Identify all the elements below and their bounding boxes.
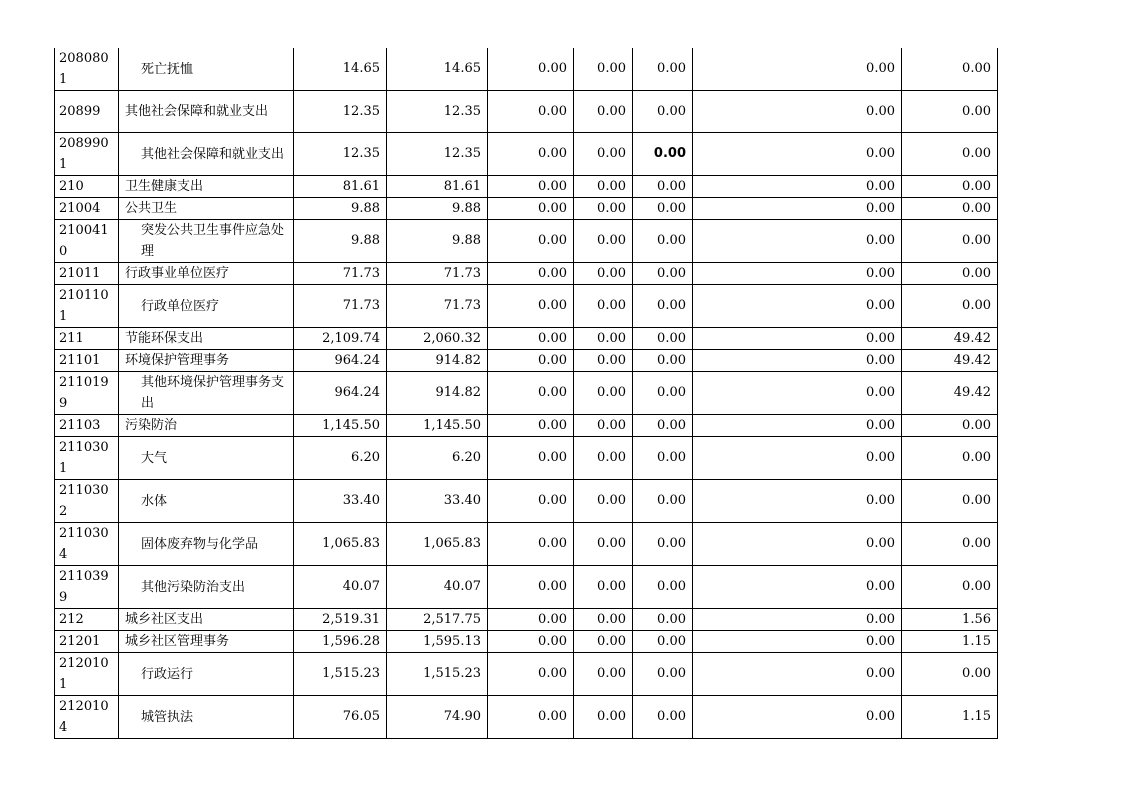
- amount-cell: 2,060.32: [387, 328, 488, 350]
- amount-cell: 81.61: [294, 176, 387, 198]
- amount-cell: 6.20: [387, 437, 488, 480]
- table-row: [55, 48, 998, 91]
- amount-cell: 0.00: [574, 415, 633, 437]
- amount-cell: 0.00: [693, 372, 902, 415]
- amount-cell: 0.00: [633, 263, 693, 285]
- amount-cell: 0.00: [633, 696, 693, 739]
- table-row: [55, 415, 998, 437]
- amount-cell: 0.00: [633, 133, 693, 176]
- subject-name-cell: 固体废弃物与化学品: [119, 523, 294, 566]
- table-row: [55, 437, 998, 480]
- subject-code-cell: 2120104: [55, 696, 119, 739]
- subject-name-cell: 环境保护管理事务: [119, 350, 294, 372]
- amount-cell: 0.00: [902, 220, 998, 263]
- amount-cell: 0.00: [693, 91, 902, 133]
- subject-name-cell: 其他污染防治支出: [119, 566, 294, 609]
- subject-name-cell: 其他社会保障和就业支出: [119, 91, 294, 133]
- amount-cell: 0.00: [633, 609, 693, 631]
- table-row: [55, 696, 998, 739]
- table-row: [55, 480, 998, 523]
- amount-cell: 0.00: [693, 480, 902, 523]
- amount-cell: 0.00: [902, 176, 998, 198]
- subject-code-cell: 2110302: [55, 480, 119, 523]
- amount-cell: 0.00: [902, 91, 998, 133]
- amount-cell: 71.73: [387, 263, 488, 285]
- amount-cell: 0.00: [633, 48, 693, 91]
- amount-cell: 0.00: [902, 133, 998, 176]
- amount-cell: 49.42: [902, 372, 998, 415]
- budget-expenditure-table: [54, 48, 998, 739]
- amount-cell: 0.00: [574, 285, 633, 328]
- amount-cell: 0.00: [633, 523, 693, 566]
- amount-cell: 0.00: [902, 285, 998, 328]
- amount-cell: 1,065.83: [387, 523, 488, 566]
- amount-cell: 0.00: [693, 133, 902, 176]
- subject-name-cell: 城管执法: [119, 696, 294, 739]
- table-row: [55, 263, 998, 285]
- amount-cell: 9.88: [294, 198, 387, 220]
- amount-cell: 0.00: [633, 480, 693, 523]
- amount-cell: 0.00: [488, 631, 574, 653]
- amount-cell: 71.73: [387, 285, 488, 328]
- table-row: [55, 350, 998, 372]
- subject-code-cell: 211: [55, 328, 119, 350]
- amount-cell: 0.00: [488, 328, 574, 350]
- amount-cell: 74.90: [387, 696, 488, 739]
- amount-cell: 0.00: [902, 437, 998, 480]
- amount-cell: 12.35: [294, 91, 387, 133]
- amount-cell: 0.00: [574, 263, 633, 285]
- amount-cell: 0.00: [488, 415, 574, 437]
- subject-code-cell: 2110301: [55, 437, 119, 480]
- amount-cell: 0.00: [902, 198, 998, 220]
- amount-cell: 0.00: [693, 696, 902, 739]
- amount-cell: 0.00: [488, 696, 574, 739]
- amount-cell: 12.35: [294, 133, 387, 176]
- subject-code-cell: 2110399: [55, 566, 119, 609]
- amount-cell: 0.00: [574, 523, 633, 566]
- amount-cell: 0.00: [633, 372, 693, 415]
- subject-code-cell: 2101101: [55, 285, 119, 328]
- amount-cell: 0.00: [574, 48, 633, 91]
- amount-cell: 0.00: [693, 566, 902, 609]
- amount-cell: 0.00: [488, 350, 574, 372]
- subject-name-cell: 其他社会保障和就业支出: [119, 133, 294, 176]
- subject-code-cell: 2089901: [55, 133, 119, 176]
- table-row: [55, 91, 998, 133]
- amount-cell: 12.35: [387, 91, 488, 133]
- amount-cell: 0.00: [488, 372, 574, 415]
- amount-cell: 964.24: [294, 350, 387, 372]
- table-row: [55, 198, 998, 220]
- amount-cell: 0.00: [633, 631, 693, 653]
- amount-cell: 0.00: [902, 263, 998, 285]
- amount-cell: 0.00: [574, 437, 633, 480]
- amount-cell: 0.00: [693, 220, 902, 263]
- amount-cell: 0.00: [693, 631, 902, 653]
- table-row: [55, 133, 998, 176]
- amount-cell: 0.00: [488, 566, 574, 609]
- amount-cell: 0.00: [488, 653, 574, 696]
- subject-name-cell: 突发公共卫生事件应急处理: [119, 220, 294, 263]
- table-row: [55, 523, 998, 566]
- amount-cell: 2,517.75: [387, 609, 488, 631]
- amount-cell: 0.00: [488, 48, 574, 91]
- table-row: [55, 372, 998, 415]
- amount-cell: 2,109.74: [294, 328, 387, 350]
- subject-name-cell: 死亡抚恤: [119, 48, 294, 91]
- subject-name-cell: 城乡社区管理事务: [119, 631, 294, 653]
- amount-cell: 0.00: [633, 220, 693, 263]
- amount-cell: 964.24: [294, 372, 387, 415]
- table-row: [55, 609, 998, 631]
- amount-cell: 14.65: [387, 48, 488, 91]
- amount-cell: 0.00: [693, 176, 902, 198]
- subject-name-cell: 行政运行: [119, 653, 294, 696]
- amount-cell: 9.88: [387, 220, 488, 263]
- amount-cell: 0.00: [633, 566, 693, 609]
- subject-name-cell: 行政事业单位医疗: [119, 263, 294, 285]
- table-row: [55, 328, 998, 350]
- amount-cell: 0.00: [574, 480, 633, 523]
- amount-cell: 0.00: [574, 631, 633, 653]
- amount-cell: 1,145.50: [294, 415, 387, 437]
- table-row: [55, 285, 998, 328]
- amount-cell: 0.00: [902, 523, 998, 566]
- amount-cell: 0.00: [574, 372, 633, 415]
- amount-cell: 0.00: [488, 220, 574, 263]
- table-row: [55, 631, 998, 653]
- amount-cell: 0.00: [693, 653, 902, 696]
- amount-cell: 0.00: [574, 220, 633, 263]
- amount-cell: 0.00: [693, 437, 902, 480]
- amount-cell: 76.05: [294, 696, 387, 739]
- amount-cell: 14.65: [294, 48, 387, 91]
- amount-cell: 0.00: [633, 350, 693, 372]
- amount-cell: 0.00: [633, 198, 693, 220]
- subject-code-cell: 2110304: [55, 523, 119, 566]
- amount-cell: 0.00: [633, 653, 693, 696]
- amount-cell: 2,519.31: [294, 609, 387, 631]
- amount-cell: 49.42: [902, 350, 998, 372]
- amount-cell: 914.82: [387, 350, 488, 372]
- amount-cell: 0.00: [488, 91, 574, 133]
- subject-name-cell: 大气: [119, 437, 294, 480]
- amount-cell: 0.00: [633, 328, 693, 350]
- subject-name-cell: 城乡社区支出: [119, 609, 294, 631]
- amount-cell: 40.07: [387, 566, 488, 609]
- table-row: [55, 653, 998, 696]
- amount-cell: 1,596.28: [294, 631, 387, 653]
- amount-cell: 0.00: [574, 566, 633, 609]
- amount-cell: 0.00: [574, 91, 633, 133]
- amount-cell: 1,595.13: [387, 631, 488, 653]
- amount-cell: 33.40: [294, 480, 387, 523]
- subject-code-cell: 2120101: [55, 653, 119, 696]
- amount-cell: 0.00: [574, 198, 633, 220]
- amount-cell: 1.15: [902, 631, 998, 653]
- amount-cell: 0.00: [488, 480, 574, 523]
- amount-cell: 71.73: [294, 263, 387, 285]
- amount-cell: 1.56: [902, 609, 998, 631]
- amount-cell: 0.00: [488, 263, 574, 285]
- amount-cell: 9.88: [387, 198, 488, 220]
- amount-cell: 49.42: [902, 328, 998, 350]
- amount-cell: 0.00: [574, 176, 633, 198]
- amount-cell: 6.20: [294, 437, 387, 480]
- amount-cell: 1,065.83: [294, 523, 387, 566]
- amount-cell: 0.00: [902, 653, 998, 696]
- subject-code-cell: 212: [55, 609, 119, 631]
- amount-cell: 1,515.23: [387, 653, 488, 696]
- amount-cell: 0.00: [488, 523, 574, 566]
- subject-code-cell: 210: [55, 176, 119, 198]
- subject-code-cell: 2100410: [55, 220, 119, 263]
- subject-name-cell: 行政单位医疗: [119, 285, 294, 328]
- table-row: [55, 176, 998, 198]
- amount-cell: 81.61: [387, 176, 488, 198]
- amount-cell: 0.00: [693, 609, 902, 631]
- amount-cell: 0.00: [574, 328, 633, 350]
- subject-code-cell: 21004: [55, 198, 119, 220]
- amount-cell: 0.00: [633, 285, 693, 328]
- amount-cell: 914.82: [387, 372, 488, 415]
- amount-cell: 0.00: [693, 328, 902, 350]
- amount-cell: 0.00: [693, 415, 902, 437]
- amount-cell: 0.00: [693, 48, 902, 91]
- amount-cell: 0.00: [693, 285, 902, 328]
- amount-cell: 0.00: [488, 285, 574, 328]
- table-row: [55, 220, 998, 263]
- amount-cell: 0.00: [633, 437, 693, 480]
- table-row: [55, 566, 998, 609]
- subject-name-cell: 节能环保支出: [119, 328, 294, 350]
- amount-cell: 0.00: [574, 350, 633, 372]
- amount-cell: 0.00: [488, 609, 574, 631]
- subject-code-cell: 20899: [55, 91, 119, 133]
- amount-cell: 0.00: [693, 263, 902, 285]
- amount-cell: 9.88: [294, 220, 387, 263]
- amount-cell: 40.07: [294, 566, 387, 609]
- subject-code-cell: 2110199: [55, 372, 119, 415]
- amount-cell: 0.00: [488, 198, 574, 220]
- amount-cell: 1,145.50: [387, 415, 488, 437]
- amount-cell: 1.15: [902, 696, 998, 739]
- amount-cell: 1,515.23: [294, 653, 387, 696]
- amount-cell: 0.00: [902, 566, 998, 609]
- subject-code-cell: 21103: [55, 415, 119, 437]
- amount-cell: 0.00: [633, 415, 693, 437]
- amount-cell: 0.00: [633, 176, 693, 198]
- amount-cell: 0.00: [574, 133, 633, 176]
- subject-name-cell: 公共卫生: [119, 198, 294, 220]
- amount-cell: 0.00: [574, 696, 633, 739]
- amount-cell: 0.00: [902, 415, 998, 437]
- amount-cell: 33.40: [387, 480, 488, 523]
- amount-cell: 0.00: [693, 350, 902, 372]
- amount-cell: 0.00: [902, 48, 998, 91]
- amount-cell: 0.00: [574, 653, 633, 696]
- subject-name-cell: 污染防治: [119, 415, 294, 437]
- amount-cell: 0.00: [693, 523, 902, 566]
- amount-cell: 0.00: [693, 198, 902, 220]
- amount-cell: 0.00: [574, 609, 633, 631]
- amount-cell: 71.73: [294, 285, 387, 328]
- subject-code-cell: 21011: [55, 263, 119, 285]
- amount-cell: 0.00: [633, 91, 693, 133]
- subject-name-cell: 水体: [119, 480, 294, 523]
- subject-code-cell: 21201: [55, 631, 119, 653]
- subject-name-cell: 其他环境保护管理事务支出: [119, 372, 294, 415]
- amount-cell: 0.00: [488, 176, 574, 198]
- amount-cell: 0.00: [902, 480, 998, 523]
- amount-cell: 0.00: [488, 133, 574, 176]
- subject-code-cell: 21101: [55, 350, 119, 372]
- amount-cell: 12.35: [387, 133, 488, 176]
- subject-name-cell: 卫生健康支出: [119, 176, 294, 198]
- amount-cell: 0.00: [488, 437, 574, 480]
- subject-code-cell: 2080801: [55, 48, 119, 91]
